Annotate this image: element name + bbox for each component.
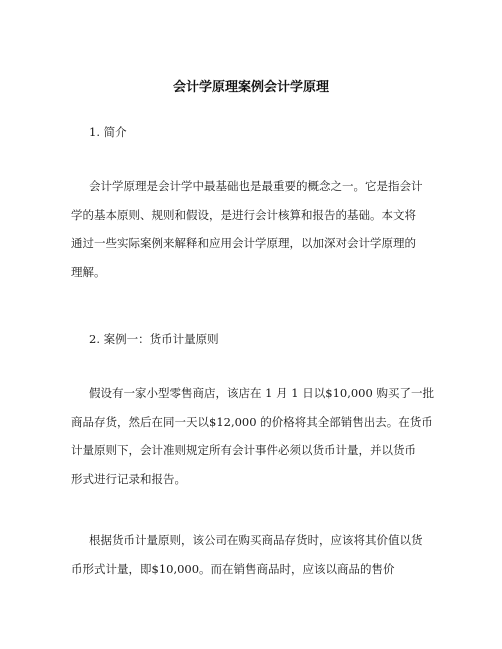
paragraph-intro [71,172,437,286]
paragraph-line: 会计学原理是会计学中最基础也是最重要的概念之一。它是指会计 [89,179,423,193]
paragraph-line: 根据货币计量原则，该公司在购买商品存货时，应该将其价值以货 [89,533,423,547]
paragraph-line: 假设有一家小型零售商店，该店在 1 月 1 日以$10,000 购买了一批 [89,386,434,400]
document-title: 会计学原理案例会计学原理 [172,80,329,95]
paragraph-line: 学的基本原则、规则和假设，是进行会计核算和报告的基础。本文将 [71,207,416,222]
paragraph-line: 理解。 [71,264,106,279]
paragraph-line: 商品存货，然后在同一天以$12,000 的价格将其全部销售出去。在货币 [71,414,433,429]
paragraph-case-one-b [71,526,437,583]
paragraph-line: 币形式计量，即$10,000。而在销售商品时，应该以商品的售价 [71,561,395,576]
section-heading-case-one: 2. 案例一：货币计量原则 [89,332,219,346]
paragraph-line: 通过一些实际案例来解释和应用会计学原理，以加深对会计学原理的 [71,236,416,250]
paragraph-line: 形式进行记录和报告。 [71,471,186,486]
section-heading-intro: 1. 简介 [89,125,127,139]
paragraph-line: 计量原则下，会计准则规定所有会计事件必须以货币计量，并以货币 [71,443,416,457]
paragraph-case-one-a [71,379,437,493]
